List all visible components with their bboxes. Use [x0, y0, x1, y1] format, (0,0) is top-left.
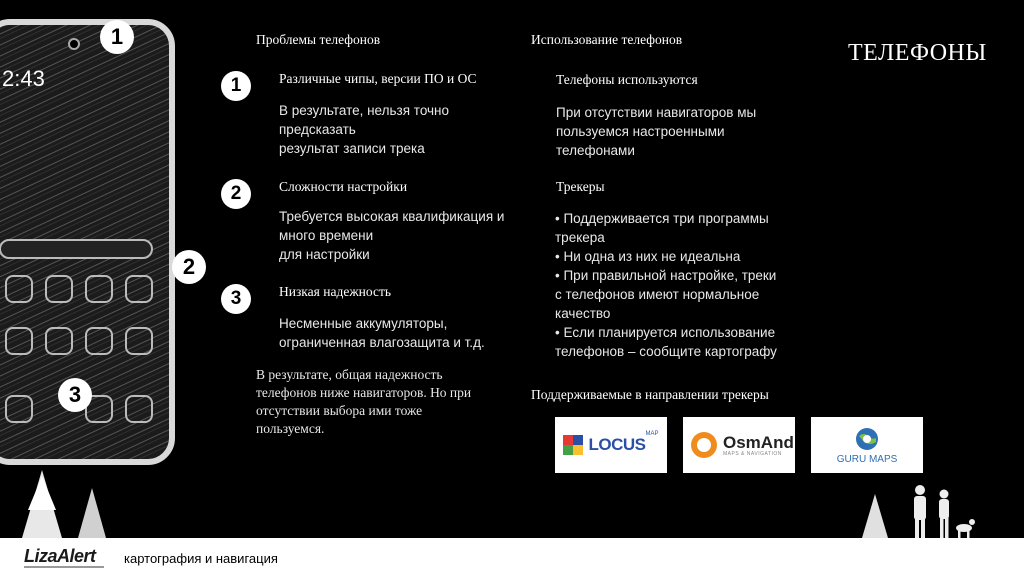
problem-title-3: Низкая надежность [279, 284, 392, 299]
phone-badge-3: 3 [58, 378, 92, 412]
phone-badge-1: 1 [100, 20, 134, 54]
problem-text-3: Несменные аккумуляторы, ограниченная влагозащита и т.д. [279, 316, 485, 350]
lizaalert-logo: LizaAlert [24, 546, 96, 566]
tree-decoration-left [10, 470, 120, 540]
tree-decoration-right [860, 494, 890, 540]
people-silhouette [904, 484, 984, 540]
trackers-heading: Трекеры [556, 179, 605, 194]
osmand-logo-text: OsmAnd [723, 432, 794, 452]
locus-logo-tag: MAP [645, 431, 659, 437]
osmand-logo [683, 417, 795, 473]
problem-text-2: Требуется высокая квалификация и много времени для настройки [279, 209, 505, 262]
tracker-bullet: • При правильной настройке, треки [555, 268, 777, 283]
supported-trackers-heading: Поддерживаемые в направлении трекеры [531, 387, 769, 402]
guru-maps-logo-text: GURU MAPS [836, 453, 898, 465]
problem-badge-2: 2 [221, 179, 251, 209]
osmand-logo-tag: MAPS & NAVIGATION [723, 450, 782, 457]
problem-badge-1: 1 [221, 71, 251, 101]
phone-clock: 2:43 [2, 66, 45, 91]
problem-title-2: Сложности настройки [279, 179, 408, 194]
usage-text: При отсутствии навигаторов мы пользуемся настроенными телефонами [556, 105, 757, 158]
footer [0, 538, 1024, 574]
problem-title-1: Различные чипы, версии ПО и ОС [279, 71, 477, 86]
trackers-list: • Поддерживается три программы трекера • Ни одна из них не идеальна • При правильной настройке, треки с телефонов имеют нормальное качество • Если планируется использование телефонов – сообщите картографу [555, 211, 777, 359]
phone-badge-2: 2 [172, 250, 206, 284]
guru-maps-icon [854, 426, 880, 452]
tracker-bullet: • Ни одна из них не идеальна [555, 249, 741, 264]
problems-conclusion: В результате, общая надежность телефонов ниже навигаторов. Но при отсутствии выбора ими тоже пользуемся. [256, 367, 472, 436]
locus-map-icon [563, 433, 585, 457]
usage-subheading: Телефоны используются [556, 72, 698, 87]
locus-map-logo [555, 417, 667, 473]
problem-text-1: В результате, нельзя точно предсказать результат записи трека [279, 103, 450, 156]
lizaalert-logo-underline [24, 566, 104, 568]
tracker-bullet: • Поддерживается три программы [555, 211, 769, 226]
locus-logo-text: LOCUS [588, 435, 646, 454]
problems-heading: Проблемы телефонов [256, 32, 381, 47]
footer-caption: картография и навигация [124, 551, 278, 566]
usage-heading: Использование телефонов [531, 32, 683, 47]
guru-maps-logo [811, 417, 923, 473]
tracker-bullet: • Если планируется использование [555, 325, 776, 340]
slide-title: ТЕЛЕФОНЫ [848, 40, 987, 66]
osmand-icon [689, 430, 719, 460]
problem-badge-3: 3 [221, 284, 251, 314]
